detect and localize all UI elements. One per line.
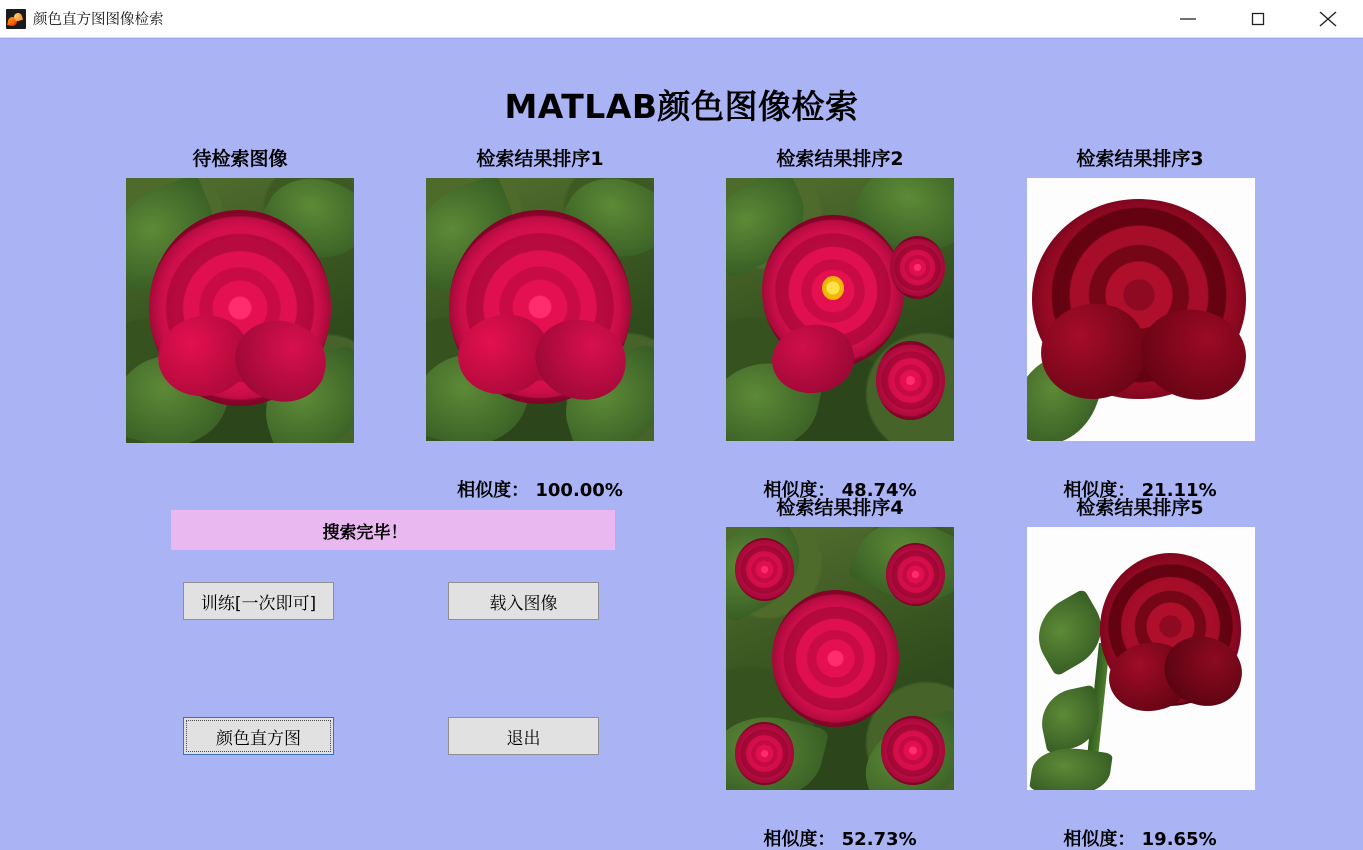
result-image-3[interactable] — [1027, 178, 1255, 441]
similarity-result-3: 相似度： 21.11% — [1063, 480, 1217, 501]
status-text: 搜索完毕！ — [322, 522, 408, 543]
panel-label-result-4: 检索结果排序4 — [776, 497, 904, 519]
panel-label-result-2: 检索结果排序2 — [776, 148, 904, 170]
title-bar — [0, 0, 1363, 38]
exit-button[interactable]: 退出 — [448, 717, 599, 755]
similarity-result-1: 相似度： 100.00% — [457, 480, 623, 501]
close-icon[interactable] — [1293, 0, 1363, 38]
similarity-result-5: 相似度： 19.65% — [1063, 829, 1217, 850]
result-image-4[interactable] — [726, 527, 954, 790]
train-button[interactable]: 训练[一次即可] — [183, 582, 334, 620]
maximize-icon[interactable] — [1223, 0, 1293, 38]
panel-label-query: 待检索图像 — [192, 148, 288, 170]
minimize-icon[interactable] — [1153, 0, 1223, 38]
client-area — [0, 38, 1363, 850]
color-histogram-button[interactable]: 颜色直方图 — [183, 717, 334, 755]
result-image-1[interactable] — [426, 178, 654, 441]
status-box — [171, 510, 615, 550]
page-title: MATLAB颜色图像检索 — [504, 87, 859, 126]
result-image-2[interactable] — [726, 178, 954, 441]
result-image-5[interactable] — [1027, 527, 1255, 790]
panel-label-result-3: 检索结果排序3 — [1076, 148, 1204, 170]
similarity-result-2: 相似度： 48.74% — [763, 480, 917, 501]
panel-label-result-1: 检索结果排序1 — [476, 148, 604, 170]
window-title: 颜色直方图图像检索 — [33, 12, 164, 28]
similarity-result-4: 相似度： 52.73% — [763, 829, 917, 850]
panel-label-result-5: 检索结果排序5 — [1076, 497, 1204, 519]
load-image-button[interactable]: 载入图像 — [448, 582, 599, 620]
query-image[interactable] — [126, 178, 354, 443]
window-controls — [1153, 0, 1363, 38]
matlab-icon — [6, 9, 26, 29]
